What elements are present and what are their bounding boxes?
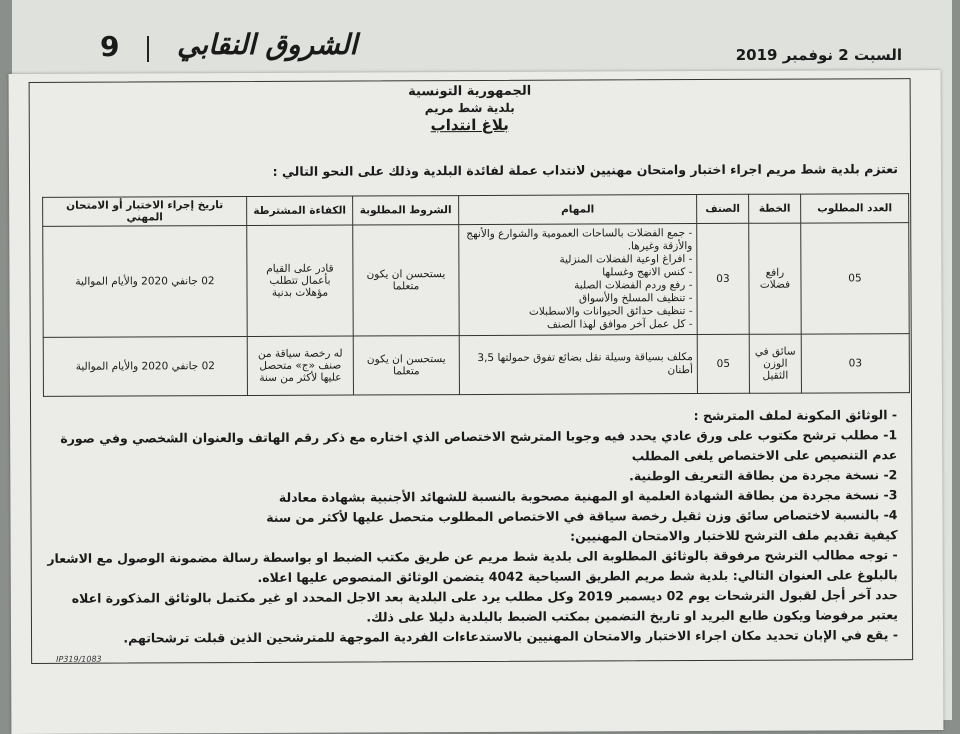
submission-paragraph: - يقع في الإبان تحديد مكان اجراء الاختبار والامتحان المهنيين بالاستدعاءات الفردية الموجهة للمترشحين الذين قبلت ترشحاتهم. <box>123 627 899 646</box>
col-header-exam-date: تاريخ إجراء الاختبار أو الامتحان المهني <box>43 196 247 226</box>
documents-heading: - الوثائق المكونة لملف المترشح : <box>693 407 898 424</box>
col-header-conditions: الشروط المطلوبة <box>353 196 459 225</box>
task-item: - كل عمل آخر موافق لهذا الصنف <box>546 318 693 331</box>
cell-exam-date: 02 جانفي 2020 والأيام الموالية <box>43 336 247 396</box>
submission-paragraph: - توجه مطالب الترشح مرفوقة بالوثائق المطلوبة الى بلدية شط مريم عن طريق مكتب الضبط او بواسطة رسالة مضمونة الوصول مع الاشعار بالبلوغ على العنوان التالي: بلدية شط مريم الطريق السياحية 4042 يتضمن الوثائق المنصوص عليها اعلاه. <box>47 547 898 585</box>
cell-count: 03 <box>801 334 909 393</box>
table-row <box>43 223 909 338</box>
cell-conditions: يستحسن ان يكون متعلما <box>353 336 459 395</box>
task-item: - تنظيف المسلخ والأسواق <box>578 292 693 305</box>
cell-competence: له رخصة سياقة من صنف «ج» متحصل عليها لأكثر من سنة <box>247 336 353 395</box>
task-item: - تنظيف حدائق الحيوانات والاسطبلات <box>528 305 693 318</box>
intro-text: تعتزم بلدية شط مريم اجراء اختبار وامتحان مهنيين لانتداب عملة لفائدة البلدية وذلك على النحو التالي : <box>272 161 899 179</box>
col-header-tasks: المهام <box>459 195 697 225</box>
task-item: والأزقة وغيرها. <box>627 240 693 253</box>
issue-date: السبت 2 نوفمبر 2019 <box>735 46 902 64</box>
col-header-competence: الكفاءة المشترطة <box>247 196 353 225</box>
task-item: - كنس الانهج وغسلها <box>602 266 693 279</box>
notice-title: بلاغ انتداب <box>430 115 509 135</box>
col-header-category: الصنف <box>697 194 749 223</box>
reference-code: IP319/1083 <box>56 654 102 664</box>
table-row <box>43 334 909 397</box>
document-item: 2- نسخة مجردة من بطاقة التعريف الوطنية. <box>629 467 898 484</box>
cell-competence: قادر على القيام بأعمال تتطلب مؤهلات بدنية <box>247 225 353 336</box>
document-item: 4- بالنسبة لاختصاص سائق وزن ثقيل رخصة سياقة في الاختصاص المطلوب متحصل عليها لأكثر من سنة <box>266 507 898 525</box>
cell-category: 05 <box>697 334 749 393</box>
newspaper-masthead: الشروق النقابي <box>177 28 358 61</box>
recruitment-table <box>42 193 910 397</box>
cell-count: 05 <box>801 223 909 334</box>
document-item: 1- مطلب ترشح مكتوب على ورق عادي يحدد فيه وجوبا المترشح الاختصاص الذي اختاره مع ذكر رقم الهاتف والعنوان الشخصي وفي صورة عدم التنصيص على الاختصاص يلغى المطلب <box>60 427 898 464</box>
municipality-heading: بلدية شط مريم <box>424 100 515 116</box>
task-item: - افراغ اوعية الفضلات المنزلية <box>559 253 693 266</box>
submission-heading: كيفية تقديم ملف الترشح للاختبار والامتحان المهنيين: <box>570 527 898 544</box>
notice-sheet <box>9 70 944 734</box>
task-item: مكلف بسياقة وسيلة نقل بضائع تفوق حمولتها 3,5 <box>477 351 693 364</box>
cell-conditions: يستحسن ان يكون متعلما <box>353 225 459 336</box>
page-number: 9 <box>100 30 120 63</box>
cell-tasks <box>459 335 697 395</box>
masthead-divider <box>147 36 149 62</box>
newspaper-header <box>62 22 942 72</box>
table-header-row <box>43 194 909 227</box>
task-item: - رفع وردم الفضلات الصلبة <box>574 279 693 292</box>
republic-heading: الجمهورية التونسية <box>408 83 532 100</box>
document-item: 3- نسخة مجردة من بطاقة الشهادة العلمية او المهنية مصحوبة بالنسبة للشهائد الأجنبية بشهادة معادلة <box>278 487 898 505</box>
notice-header <box>30 81 910 136</box>
cell-category: 03 <box>697 223 749 334</box>
notice-frame <box>29 78 914 664</box>
cell-exam-date: 02 جانفي 2020 والأيام الموالية <box>43 225 247 337</box>
col-header-count: العدد المطلوب <box>801 194 909 223</box>
col-header-plan: الخطة <box>749 194 801 223</box>
cell-plan: سائق في الوزن الثقيل <box>749 334 801 393</box>
cell-tasks <box>459 224 697 336</box>
task-item: - جمع الفضلات بالساحات العمومية والشوارع والأنهج <box>466 227 693 241</box>
cell-plan: رافع فضلات <box>749 223 801 334</box>
submission-paragraph: حدد آخر أجل لقبول الترشحات يوم 02 ديسمبر 2019 وكل مطلب يرد على البلدية بعد الاجل المحدد او غير مكتمل بالوثائق المذكورة اعلاه يعتبر مرفوضا ويكون طابع البريد او تاريخ التضمين بمكتب الضبط بالبلدية دليلا على ذلك. <box>71 587 898 625</box>
task-item: أطنان <box>667 364 693 377</box>
notice-body <box>45 405 898 649</box>
